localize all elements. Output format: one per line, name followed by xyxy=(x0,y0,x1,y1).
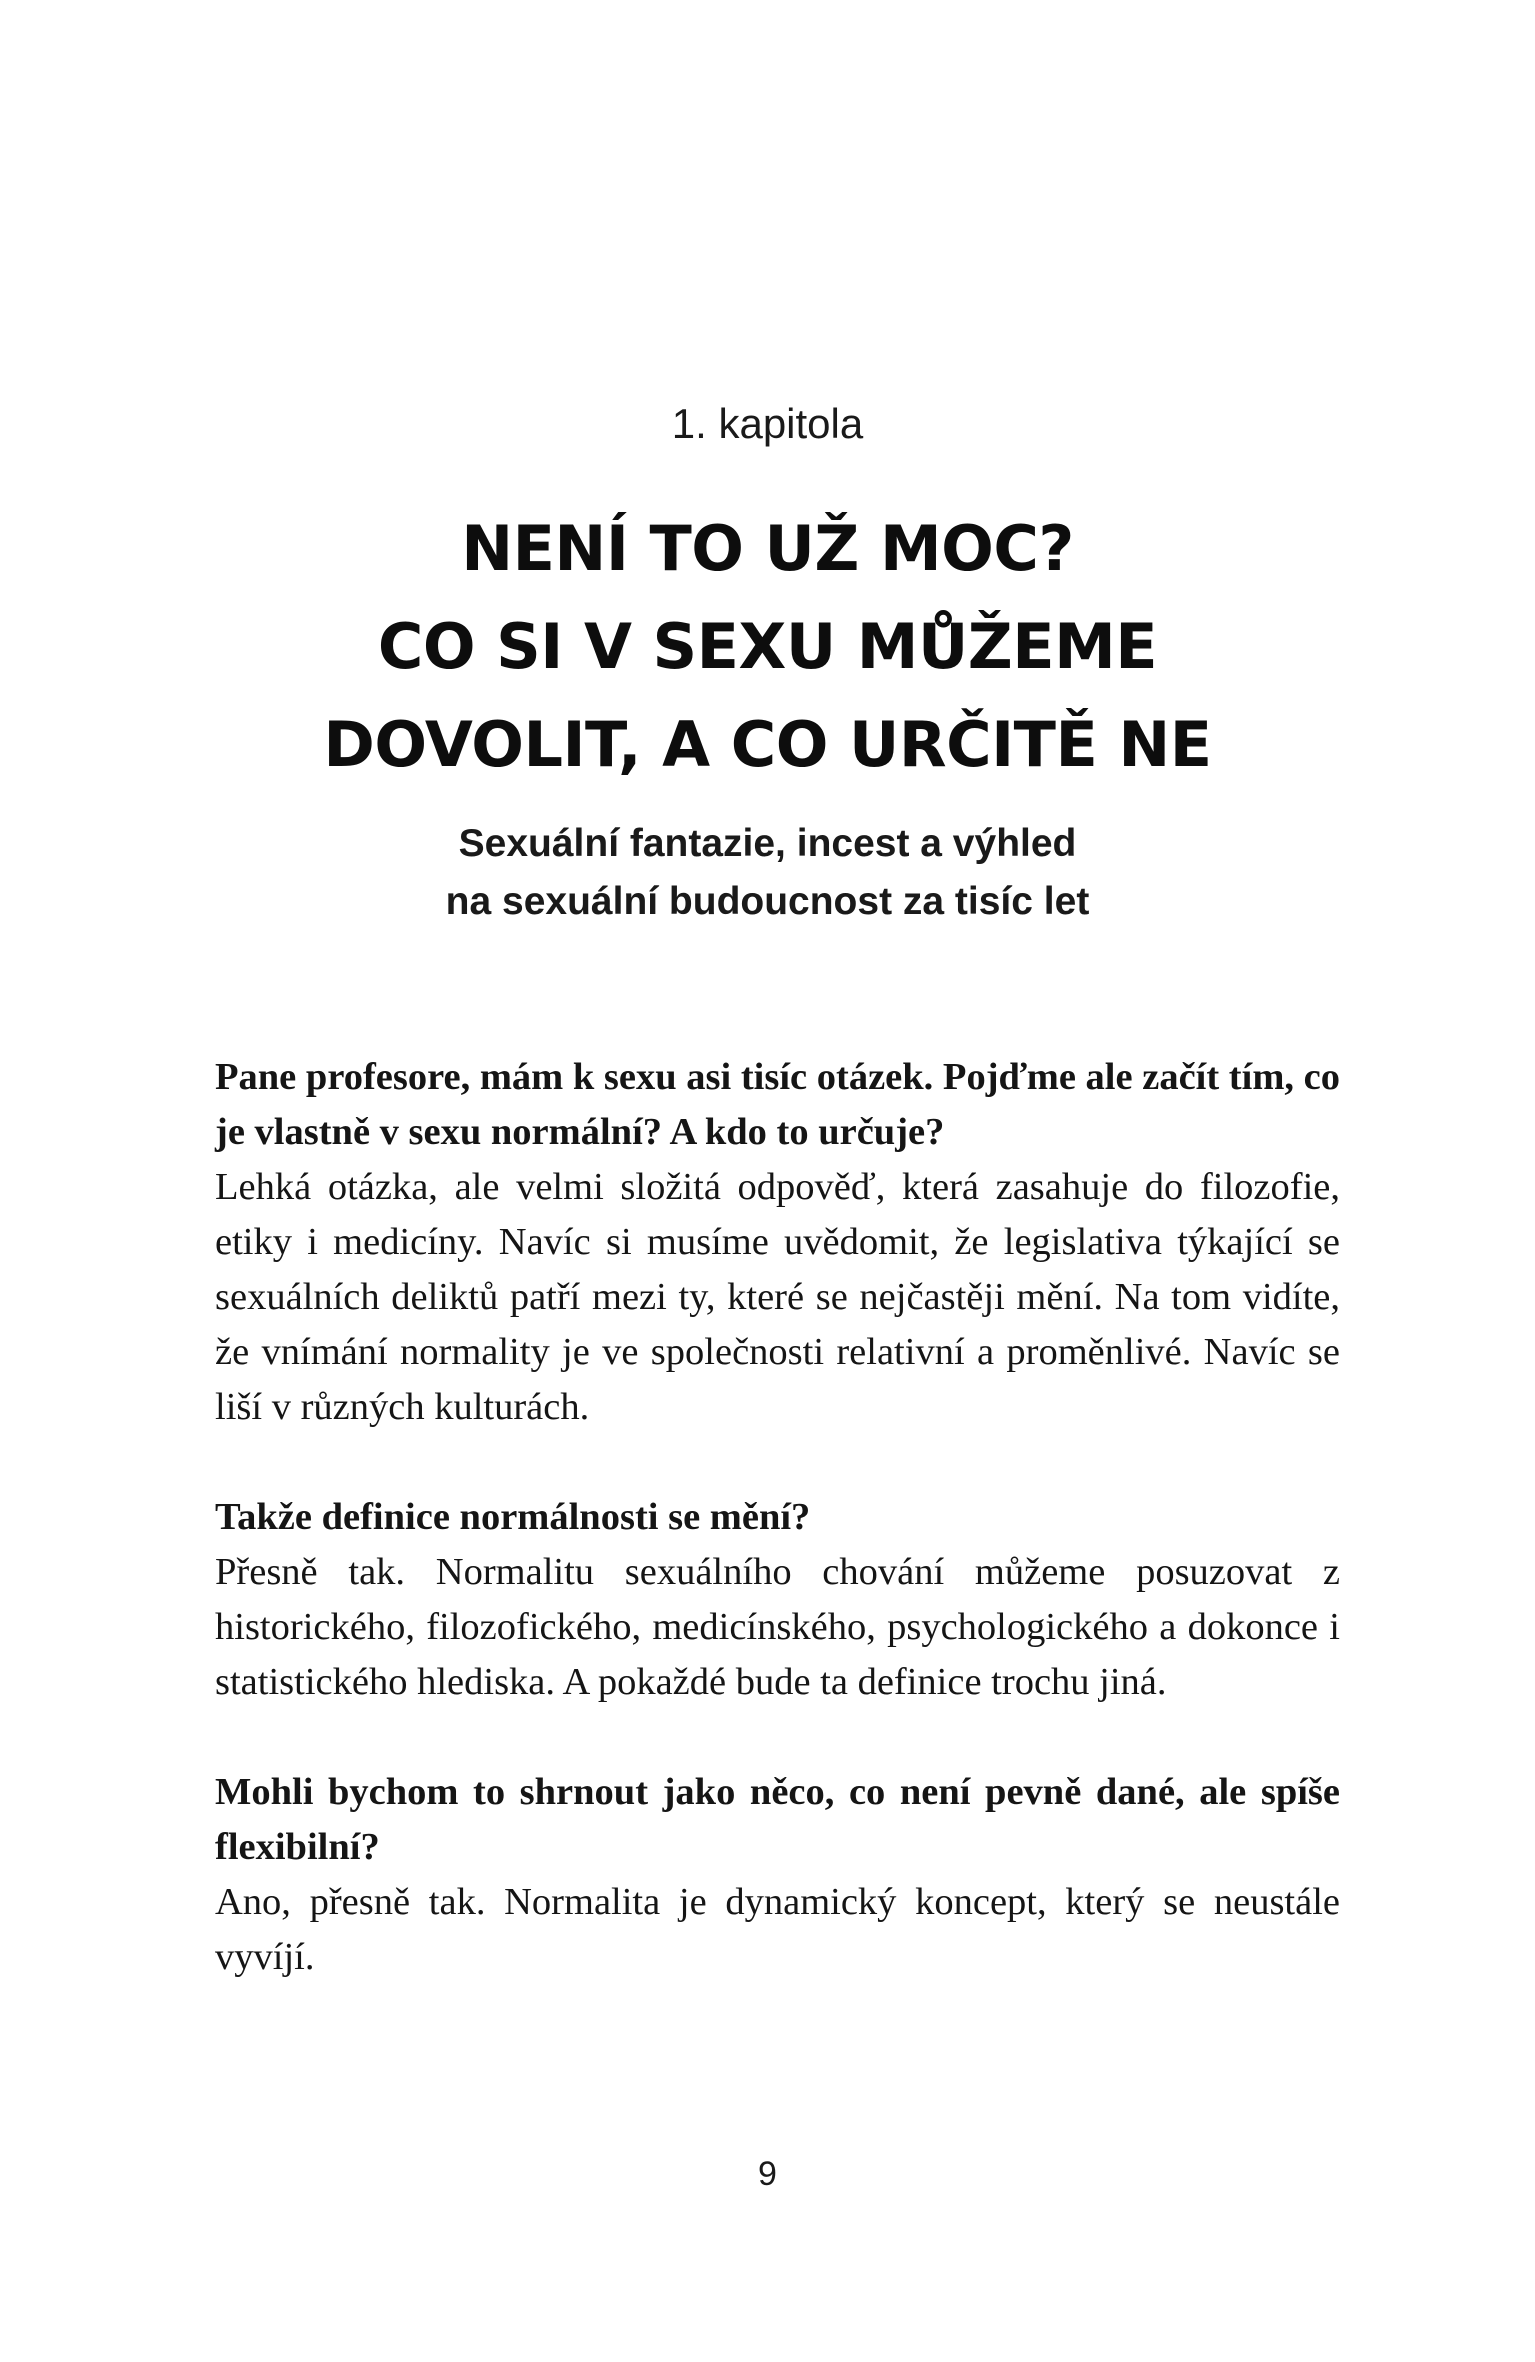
qa-block xyxy=(215,1765,1340,1985)
interview-question: Mohli bychom to shrnout jako něco, co není pevně dané, ale spíše flexibilní? xyxy=(215,1771,1340,1868)
chapter-title xyxy=(0,500,1535,794)
interview-body xyxy=(215,1050,1340,2040)
interview-answer: Lehká otázka, ale velmi složitá odpověď, která zasahuje do filozofie, etiky i medicíny. Navíc si musíme uvědomit, že legislativa týkající se sexuálních deliktů patří mezi ty, které se nejčastěji mění. Na tom vidíte, že vnímání normality je ve společnosti relativní a proměnlivé. Navíc se liší v různých kulturách. xyxy=(215,1166,1340,1428)
interview-answer: Ano, přesně tak. Normalita je dynamický koncept, který se neustále vyvíjí. xyxy=(215,1881,1340,1978)
interview-answer: Přesně tak. Normalitu sexuálního chování můžeme posuzovat z historického, filozofického, medicínského, psychologického a dokonce i statistického hlediska. A pokaždé bude ta definice trochu jiná. xyxy=(215,1551,1340,1703)
interview-question: Takže definice normálnosti se mění? xyxy=(215,1496,811,1538)
page-number: 9 xyxy=(758,2155,777,2193)
chapter-subtitle-line: na sexuální budoucnost za tisíc let xyxy=(445,880,1090,923)
chapter-subtitle xyxy=(0,815,1535,931)
qa-block xyxy=(215,1050,1340,1435)
chapter-title-line: DOVOLIT, A CO URČITĚ NE xyxy=(323,708,1212,781)
chapter-title-line: CO SI V SEXU MŮŽEME xyxy=(377,610,1158,683)
chapter-label: 1. kapitola xyxy=(671,400,864,447)
chapter-subtitle-line: Sexuální fantazie, incest a výhled xyxy=(458,822,1077,865)
interview-question: Pane profesore, mám k sexu asi tisíc otázek. Pojďme ale začít tím, co je vlastně v sexu normální? A kdo to určuje? xyxy=(215,1056,1340,1153)
qa-block xyxy=(215,1490,1340,1710)
chapter-title-line: NENÍ TO UŽ MOC? xyxy=(461,512,1074,585)
